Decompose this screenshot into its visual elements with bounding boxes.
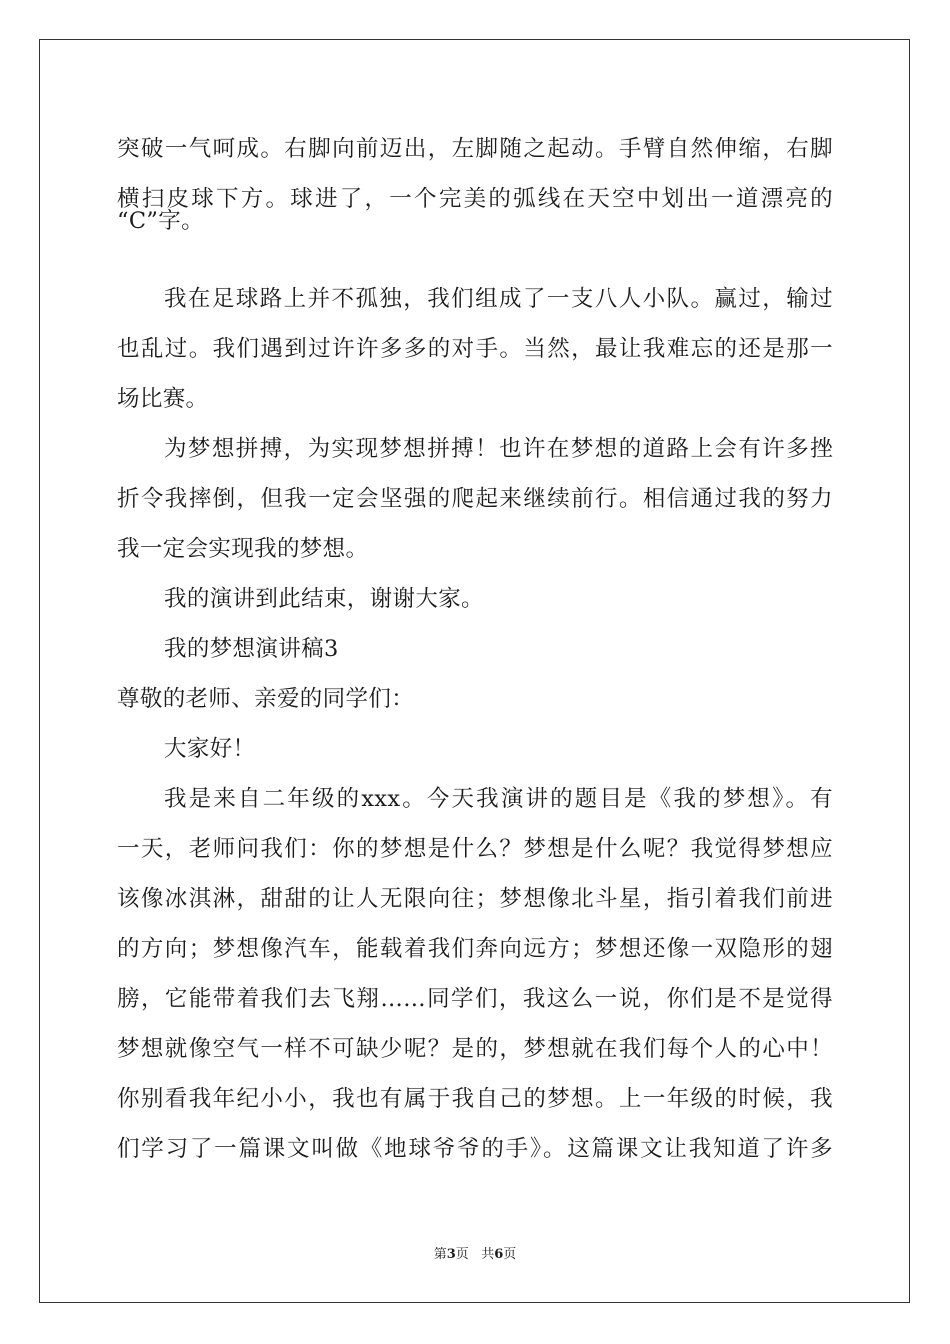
total-suffix: 页 <box>503 1247 517 1262</box>
page-prefix: 第 <box>433 1247 447 1262</box>
text-line: 梦想就像空气一样不可缺少呢？是的，梦想就在我们每个人的心中！ <box>117 1036 833 1062</box>
text-line: 也乱过。我们遇到过许许多多的对手。当然，最让我难忘的还是那一 <box>117 336 833 362</box>
greeting: 大家好！ <box>164 736 256 762</box>
total-pages: 6 <box>494 1247 504 1262</box>
paragraph-first-line: 我是来自二年级的xxx。今天我演讲的题目是《我的梦想》。有 <box>164 786 833 812</box>
text-line: 膀，它能带着我们去飞翔……同学们，我这么一说，你们是不是觉得 <box>117 986 833 1012</box>
text-line: 的方向；梦想像汽车，能载着我们奔向远方；梦想还像一双隐形的翅 <box>117 936 833 962</box>
page-number: 3 <box>446 1247 456 1262</box>
text-line: 折令我摔倒，但我一定会坚强的爬起来继续前行。相信通过我的努力 <box>117 486 833 512</box>
page-footer <box>0 1246 950 1264</box>
text-line: 你别看我年纪小小，我也有属于我自己的梦想。上一年级的时候，我 <box>117 1086 833 1112</box>
paragraph-first-line: 我的演讲到此结束，谢谢大家。 <box>164 586 484 612</box>
text-line: 横扫皮球下方。球进了，一个完美的弧线在天空中划出一道漂亮的 <box>117 186 833 212</box>
text-line: 该像冰淇淋，甜甜的让人无限向往；梦想像北斗星，指引着我们前进 <box>117 886 833 912</box>
salutation: 尊敬的老师、亲爱的同学们： <box>117 686 415 712</box>
text-line: 突破一气呵成。右脚向前迈出，左脚随之起动。手臂自然伸缩，右脚 <box>117 136 833 162</box>
text-line: 场比赛。 <box>117 386 209 412</box>
paragraph-first-line: 我在足球路上并不孤独，我们组成了一支八人小队。赢过，输过 <box>164 286 833 312</box>
page-suffix: 页 <box>455 1247 469 1262</box>
text-line: 们学习了一篇课文叫做《地球爷爷的手》。这篇课文让我知道了许多 <box>117 1136 833 1162</box>
text-line: “C”字。 <box>117 208 204 234</box>
paragraph-first-line: 为梦想拼搏，为实现梦想拼搏！也许在梦想的道路上会有许多挫 <box>164 436 833 462</box>
text-line: 一天，老师问我们：你的梦想是什么？梦想是什么呢？我觉得梦想应 <box>117 836 833 862</box>
section-title: 我的梦想演讲稿3 <box>164 636 339 662</box>
text-line: 我一定会实现我的梦想。 <box>117 536 369 562</box>
total-prefix: 共 <box>481 1247 495 1262</box>
